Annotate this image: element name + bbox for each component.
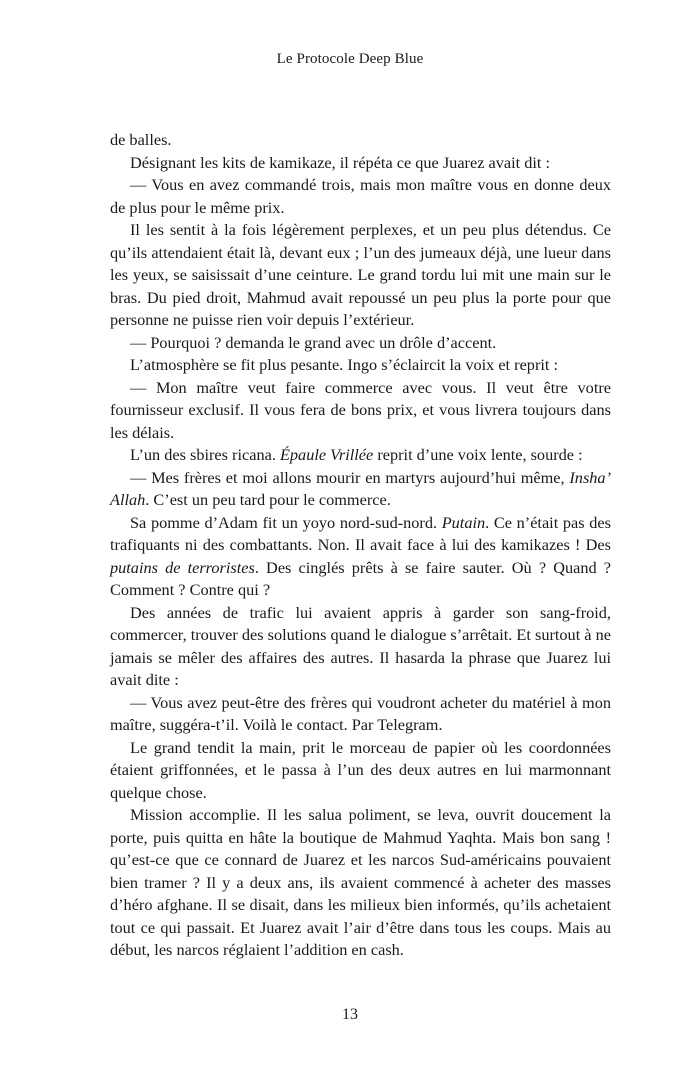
page-number: 13 [342, 1006, 358, 1023]
paragraph [110, 219, 611, 332]
running-head: Le Protocole Deep Blue [276, 51, 424, 67]
paragraph-text: . Des cinglés prêts à se faire sauter. Où ? Quand ? Comment ? Contre qui ? [110, 557, 611, 599]
paragraph [110, 692, 611, 737]
paragraph [110, 737, 611, 805]
italic-text: putains de terroristes [110, 557, 255, 577]
paragraph-text: . Ce n’était pas des trafiquants ni des combattants. Non. Il avait face à lui des kamikazes ! Des [110, 512, 611, 554]
paragraph-text: Le grand tendit la main, prit le morceau de papier où les coordonnées étaient griffonnées, et le passa à l’un des deux autres en lui marmonnant quelque chose. [110, 737, 611, 802]
paragraph-text: L’atmosphère se fit plus pesante. Ingo s’éclaircit la voix et reprit : [130, 355, 559, 374]
paragraph [110, 174, 611, 219]
italic-text: Insha’ Allah [110, 467, 611, 509]
paragraph [110, 377, 611, 445]
italic-text: Épaule Vrillée [279, 445, 374, 464]
paragraph-text: — Vous avez peut-être des frères qui voudront acheter du matériel à mon maître, suggéra-t’il. Voilà le contact. Par Telegram. [110, 692, 611, 734]
paragraph-text: L’un des sbires ricana. [130, 445, 280, 464]
paragraph [110, 512, 611, 602]
paragraph-text: de balles. [110, 130, 172, 149]
paragraph [110, 354, 611, 377]
paragraph-text: Des années de trafic lui avaient appris à garder son sang-froid, commercer, trouver des solutions quand le dialogue s’arrêtait. Et surtout à ne jamais se mêler des affaires des autres. Il hasarda la phrase que Juarez lui avait dite : [110, 602, 611, 689]
paragraph [110, 467, 611, 512]
paragraph-text: Sa pomme d’Adam fit un yoyo nord-sud-nord. [130, 512, 442, 532]
paragraph [110, 804, 611, 962]
paragraph-text: reprit d’une voix lente, sourde : [373, 445, 583, 464]
paragraph [110, 444, 611, 467]
paragraph-text: Il les sentit à la fois légèrement perplexes, et un peu plus détendus. Ce qu’ils attendaient était là, devant eux ; l’un des jumeaux déjà, une lueur dans les yeux, se saisissait d’une ceinture. Le grand tordu lui mit une main sur le bras. Du pied droit, Mahmud avait repoussé un peu plus la porte pour que personne ne puisse rien voir depuis l’extérieur. [110, 220, 611, 329]
paragraph-text: — Mon maître veut faire commerce avec vous. Il veut être votre fournisseur exclusif. Il vous fera de bons prix, et vous livrera toujours dans les délais. [110, 377, 611, 442]
paragraph-text: — Vous en avez commandé trois, mais mon maître vous en donne deux de plus pour le même prix. [110, 175, 611, 217]
paragraph-text: — Pourquoi ? demanda le grand avec un drôle d’accent. [130, 332, 497, 352]
paragraph [110, 602, 611, 692]
italic-text: Putain [441, 512, 486, 532]
body-text [110, 129, 611, 962]
paragraph-text: Mission accomplie. Il les salua poliment, se leva, ouvrit doucement la porte, puis quitta en hâte la boutique de Mahmud Yaqhta. Mais bon sang ! qu’est-ce que ce connard de Juarez et les narcos Sud-américains pouvaient bien tramer ? Il y a deux ans, ils avaient commencé à acheter des masses d’héro afghane. Il se disait, dans les milieux bien informés, qu’ils achetaient tout ce qui passait. Et Juarez avait l’air d’être dans tous les coups. Mais au début, les narcos réglaient l’addition en cash. [110, 805, 611, 959]
paragraph-text: . C’est un peu tard pour le commerce. [145, 490, 391, 509]
paragraph [110, 129, 611, 152]
paragraph [110, 332, 611, 355]
paragraph [110, 152, 611, 175]
paragraph-text: — Mes frères et moi allons mourir en martyrs aujourd’hui même, [130, 467, 570, 487]
paragraph-text: Désignant les kits de kamikaze, il répéta ce que Juarez avait dit : [130, 152, 550, 172]
